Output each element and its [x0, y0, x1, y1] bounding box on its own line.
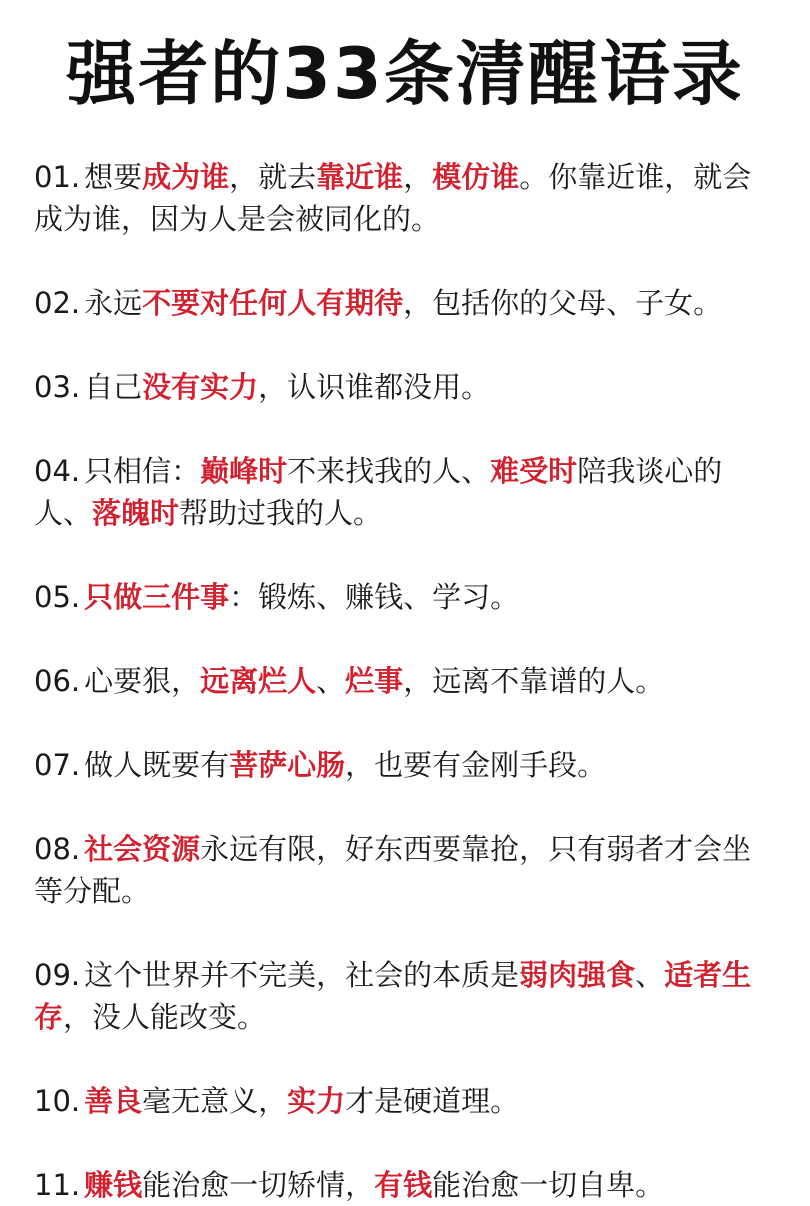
quote-text: 、	[635, 958, 665, 992]
quote-text: 才是硬道理。	[345, 1084, 520, 1118]
quote-number: 04.	[34, 454, 81, 488]
quote-text: 想要	[84, 160, 143, 194]
highlight-text: 烂事	[345, 664, 404, 698]
quote-text: 自己	[84, 370, 143, 404]
quote-text: ，没人能改变。	[63, 1000, 267, 1034]
quote-number: 05.	[34, 580, 81, 614]
quote-list	[34, 156, 776, 1206]
quote-item	[34, 954, 776, 1038]
quote-text: 心要狠，	[84, 664, 201, 698]
highlight-text: 有钱	[374, 1168, 433, 1202]
quote-item	[34, 1080, 776, 1122]
highlight-text: 落魄时	[92, 496, 180, 530]
quote-text: 做人既要有	[84, 748, 230, 782]
quote-text: 不来找我的人、	[287, 454, 491, 488]
page-title: 强者的33条清醒语录	[66, 33, 744, 115]
quote-item	[34, 660, 776, 702]
highlight-text: 不要对任何人有期待	[142, 286, 404, 320]
quote-number: 03.	[34, 370, 81, 404]
quote-number: 08.	[34, 832, 81, 866]
quote-text: ，	[403, 160, 433, 194]
quote-text: 、	[316, 664, 346, 698]
highlight-text: 善良	[84, 1084, 143, 1118]
quote-number: 01.	[34, 160, 81, 194]
highlight-text: 巅峰时	[200, 454, 288, 488]
quote-item	[34, 156, 776, 240]
quote-item	[34, 366, 776, 408]
highlight-text: 实力	[287, 1084, 346, 1118]
quote-item	[34, 576, 776, 618]
highlight-text: 菩萨心肠	[229, 748, 346, 782]
highlight-text: 远离烂人	[200, 664, 317, 698]
quote-text: ，远离不靠谱的人。	[403, 664, 665, 698]
highlight-text: 适者生存	[34, 958, 752, 1034]
highlight-text: 赚钱	[84, 1168, 143, 1202]
quote-text: 毫无意义，	[142, 1084, 288, 1118]
quote-text: ，就去	[229, 160, 317, 194]
quote-text: ：锻炼、赚钱、学习。	[229, 580, 520, 614]
quote-number: 06.	[34, 664, 81, 698]
quote-text: 这个世界并不完美，社会的本质是	[84, 958, 520, 992]
quote-item	[34, 282, 776, 324]
quote-text: 。你靠近谁，就会成为谁，因为人是会被同化的。	[34, 160, 752, 236]
quote-number: 02.	[34, 286, 81, 320]
quote-number: 07.	[34, 748, 81, 782]
highlight-text: 靠近谁	[316, 160, 404, 194]
quote-text: 能治愈一切自卑。	[432, 1168, 665, 1202]
highlight-text: 难受时	[490, 454, 578, 488]
quote-text: 永远	[84, 286, 143, 320]
highlight-text: 没有实力	[142, 370, 259, 404]
quote-text: 永远有限，好东西要靠抢，只有弱者才会坐等分配。	[34, 832, 752, 908]
quote-item	[34, 450, 776, 534]
quote-text: 帮助过我的人。	[179, 496, 383, 530]
quote-text: 能治愈一切矫情，	[142, 1168, 375, 1202]
quote-number: 10.	[34, 1084, 81, 1118]
quote-text: ，包括你的父母、子女。	[403, 286, 723, 320]
quote-item	[34, 828, 776, 912]
quote-number: 09.	[34, 958, 81, 992]
highlight-text: 只做三件事	[84, 580, 230, 614]
quote-item	[34, 1164, 776, 1206]
quote-text: ，认识谁都没用。	[258, 370, 491, 404]
quote-number: 11.	[34, 1168, 81, 1202]
quote-text: 陪我谈心的人、	[34, 454, 723, 530]
highlight-text: 模仿谁	[432, 160, 520, 194]
highlight-text: 成为谁	[142, 160, 230, 194]
quote-text: 只相信：	[84, 454, 201, 488]
quote-item	[34, 744, 776, 786]
highlight-text: 弱肉强食	[519, 958, 636, 992]
quote-text: ，也要有金刚手段。	[345, 748, 607, 782]
highlight-text: 社会资源	[84, 832, 201, 866]
